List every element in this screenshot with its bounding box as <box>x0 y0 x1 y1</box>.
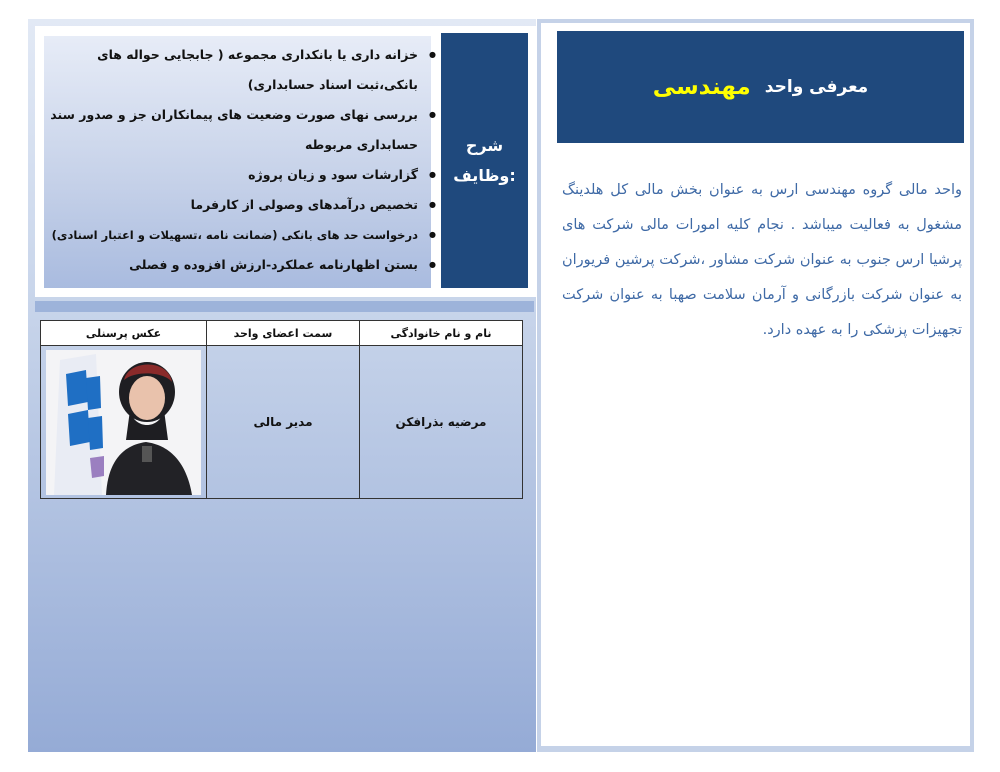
duties-list <box>50 40 438 280</box>
title-prefix: معرفی واحد <box>764 77 869 97</box>
duties-label-line2: وظایف: <box>453 165 516 185</box>
duties-label-line1: شرح <box>465 135 504 155</box>
duty-item: ● بستن اظهارنامه عملکرد-ارزش افزوده و فصلی <box>50 250 438 280</box>
header-photo: عکس پرسنلی <box>41 321 207 346</box>
intro-paragraph: واحد مالی گروه مهندسی ارس به عنوان بخش مالی کل هلدینگ مشغول به فعالیت میباشد . نجام کلیه امورات مالی شرکت های پرشیا ارس جنوب به عنوان شرکت مشاور ،شرکت پرشین فریوران به عنوان شرکت بازرگانی و آرمان سلامت صهبا به عنوان شرکت تجهیزات پزشکی را به عهده دارد. <box>562 182 962 338</box>
duties-label <box>441 33 528 288</box>
title-accent: مهندسی <box>652 74 751 100</box>
separator-bar <box>35 301 534 312</box>
duty-item: ● تخصیص درآمدهای وصولی از کارفرما <box>50 190 438 220</box>
header-full-name: نام و نام خانوادگی <box>360 321 523 346</box>
staff-position: مدیر مالی <box>207 346 360 499</box>
duty-item: ● خزانه داری یا بانکداری مجموعه ( جابجایی حواله های بانکی،ثبت اسناد حسابداری) <box>50 40 438 100</box>
staff-table <box>40 320 523 499</box>
page-title <box>557 31 964 143</box>
header-position: سمت اعضای واحد <box>207 321 360 346</box>
table-row <box>41 346 523 499</box>
staff-photo-cell <box>41 346 207 499</box>
staff-name: مرضیه بذرافکن <box>360 346 523 499</box>
staff-photo <box>46 350 201 495</box>
portrait-image <box>46 350 201 495</box>
duty-item: ● درخواست حد های بانکی (ضمانت نامه ،تسهیلات و اعتبار اسنادی) <box>50 220 438 250</box>
duty-item: ● بررسی نهای صورت وضعیت های پیمانکاران جز و صدور سند حسابداری مربوطه <box>50 100 438 160</box>
duty-item: ● گزارشات سود و زیان پروژه <box>50 160 438 190</box>
